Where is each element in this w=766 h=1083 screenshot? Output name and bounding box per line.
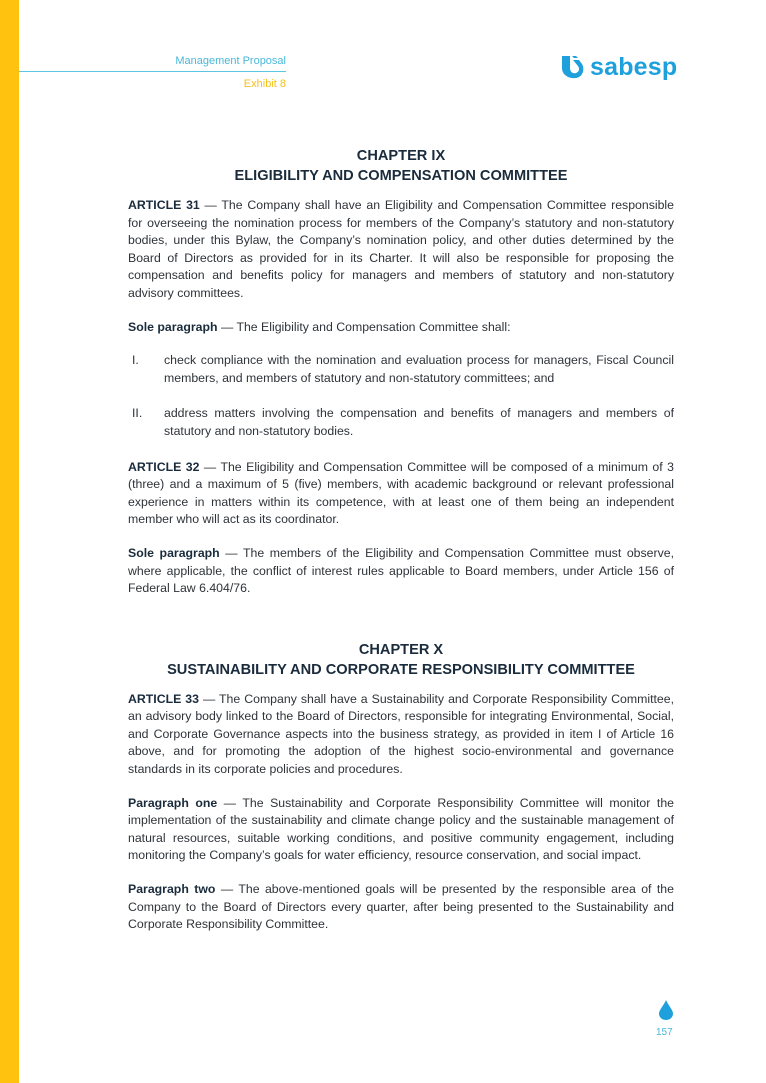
- article-33-label: ARTICLE 33: [128, 691, 199, 706]
- exhibit-label: Exhibit 8: [243, 78, 286, 90]
- logo-text: sabesp: [590, 53, 678, 81]
- list-item-number: II.: [132, 406, 143, 421]
- article-32-text: — The Eligibility and Compensation Committee will be composed of a minimum of 3 (three) and a maximum of 5 (five) members, with academic background or relevant professional experience in matters within its competence, with at least one of them being an independent member who will act as its coordinator.: [128, 459, 674, 527]
- article-31: [128, 197, 674, 303]
- article-31-label: ARTICLE 31: [128, 198, 200, 212]
- article-32: [128, 459, 674, 529]
- chapter-9-title: ELIGIBILITY AND COMPENSATION COMMITTEE: [234, 168, 568, 184]
- list-item-number: I.: [132, 353, 139, 368]
- sabesp-logo: [559, 52, 677, 82]
- paragraph-two-label: Paragraph two: [128, 882, 216, 897]
- page-side-bar: [0, 0, 19, 1083]
- section-spacer: [128, 614, 674, 640]
- water-drop-icon: [659, 1000, 673, 1020]
- sole-paragraph-31: [128, 319, 674, 337]
- sabesp-logo-icon: [559, 54, 585, 80]
- sole-paragraph-32-label: Sole paragraph: [128, 545, 220, 560]
- header-rule: [19, 71, 286, 72]
- page-number: 157: [656, 1027, 673, 1038]
- paragraph-one: [128, 795, 674, 865]
- article-33-text: — The Company shall have a Sustainability and Corporate Responsibility Committee, an advisory body linked to the Board of Directors, responsible for integrating Environmental, Social, and Corporate Governance aspects into the business strategy, as provided in item I of Article 16 above, and for promoting the adoption of the highest socio-environmental and governance standards in its corporate policies and procedures.: [128, 691, 674, 777]
- list-item-text: check compliance with the nomination and evaluation process for managers, Fiscal Council members, and members of statutory and non-statutory committees; and: [164, 353, 674, 385]
- list-item-text: address matters involving the compensation and benefits of managers and members of statutory and non-statutory bodies.: [164, 406, 674, 438]
- item-list: [128, 352, 674, 440]
- paragraph-one-label: Paragraph one: [128, 795, 218, 810]
- sole-paragraph-32-text: — The members of the Eligibility and Compensation Committee must observe, where applicable, the conflict of interest rules applicable to Board members, under Article 156 of Federal Law 6.404/76.: [128, 545, 674, 596]
- chapter-10-heading: CHAPTER X: [358, 641, 444, 658]
- list-item: [128, 405, 674, 440]
- sole-paragraph-32: [128, 545, 674, 598]
- list-item: [128, 352, 674, 387]
- article-33: [128, 691, 674, 779]
- article-32-label: ARTICLE 32: [128, 459, 200, 474]
- article-31-text: — The Company shall have an Eligibility and Compensation Committee responsible for overseeing the nomination process for members of the Company’s statutory and non-statutory bodies, under this Bylaw, the Company’s nomination policy, and other duties determined by the Board of Directors as provided for in its Charter. It will also be responsible for proposing the compensation and benefits policy for managers and members of statutory and non-statutory advisory committees.: [128, 198, 674, 300]
- sole-paragraph-31-text: — The Eligibility and Compensation Committee shall:: [217, 319, 511, 334]
- paragraph-two-text: — The above-mentioned goals will be presented by the responsible area of the Company to the Board of Directors every quarter, after being presented to the Sustainability and Corporate Responsibility Committee.: [128, 882, 674, 932]
- document-title: Management Proposal: [175, 55, 286, 67]
- paragraph-two: [128, 881, 674, 934]
- paragraph-one-text: — The Sustainability and Corporate Responsibility Committee will monitor the implementation of the sustainability and climate change policy and the sustainable management of natural resources, suitable working conditions, and positive community engagement, including monitoring the Company’s goals for water efficiency, resource conservation, and social impact.: [128, 795, 674, 863]
- chapter-10-title: SUSTAINABILITY AND CORPORATE RESPONSIBILITY COMMITTEE: [167, 661, 635, 678]
- sole-paragraph-31-label: Sole paragraph: [128, 319, 218, 334]
- document-body: [128, 146, 674, 950]
- chapter-9-heading: CHAPTER IX: [356, 148, 446, 164]
